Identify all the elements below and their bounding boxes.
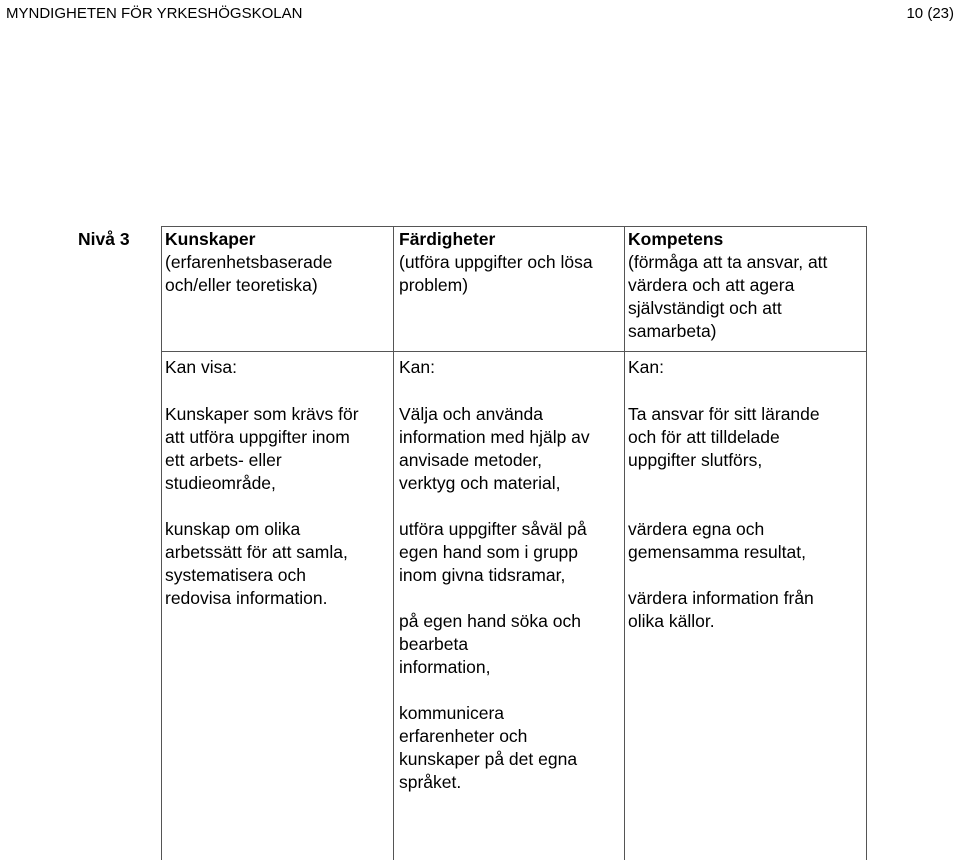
text-line: utföra uppgifter såväl på bbox=[399, 519, 587, 539]
column-subtitle-line: problem) bbox=[399, 275, 469, 295]
column-subtitle-line: (utföra uppgifter och lösa bbox=[399, 252, 593, 272]
text-line: information, bbox=[399, 657, 491, 677]
column-kunskaper-prefix: Kan visa: bbox=[165, 357, 237, 377]
text-line: språket. bbox=[399, 772, 462, 792]
text-line: Kunskaper som krävs för bbox=[165, 404, 359, 424]
text-line: och för att tilldelade bbox=[628, 427, 780, 447]
column-subtitle-line: värdera och att agera bbox=[628, 275, 795, 295]
column-kompetens-header bbox=[628, 228, 864, 343]
column-divider bbox=[393, 226, 394, 860]
column-fardigheter-paragraph bbox=[399, 610, 621, 679]
text-line: erfarenheter och bbox=[399, 726, 528, 746]
text-line: anvisade metoder, bbox=[399, 450, 543, 470]
page-header-left: MYNDIGHETEN FÖR YRKESHÖGSKOLAN bbox=[6, 5, 303, 22]
column-kompetens-paragraph bbox=[628, 587, 864, 633]
header-row-divider bbox=[161, 351, 867, 352]
column-kompetens-paragraph bbox=[628, 403, 864, 472]
column-kunskaper-paragraph bbox=[165, 518, 390, 610]
text-line: olika källor. bbox=[628, 611, 715, 631]
text-line: Välja och använda bbox=[399, 404, 543, 424]
column-divider bbox=[624, 226, 625, 860]
column-title: Kunskaper bbox=[165, 229, 256, 249]
text-line: att utföra uppgifter inom bbox=[165, 427, 350, 447]
text-line: uppgifter slutförs, bbox=[628, 450, 763, 470]
column-subtitle-line: självständigt och att bbox=[628, 298, 782, 318]
column-fardigheter-paragraph bbox=[399, 518, 621, 587]
text-line: inom givna tidsramar, bbox=[399, 565, 566, 585]
text-line: kunskap om olika bbox=[165, 519, 301, 539]
text-line: Ta ansvar för sitt lärande bbox=[628, 404, 820, 424]
text-line: ett arbets- eller bbox=[165, 450, 282, 470]
column-subtitle-line: (förmåga att ta ansvar, att bbox=[628, 252, 828, 272]
text-line: verktyg och material, bbox=[399, 473, 561, 493]
column-kompetens-paragraph bbox=[628, 518, 864, 564]
column-kompetens-prefix: Kan: bbox=[628, 357, 664, 377]
column-kunskaper-header bbox=[165, 228, 390, 297]
text-line: värdera information från bbox=[628, 588, 814, 608]
text-line: redovisa information. bbox=[165, 588, 328, 608]
text-line: egen hand som i grupp bbox=[399, 542, 579, 562]
text-line: systematisera och bbox=[165, 565, 307, 585]
text-line: kommunicera bbox=[399, 703, 505, 723]
column-fardigheter-prefix: Kan: bbox=[399, 357, 435, 377]
page-number: 10 (23) bbox=[906, 5, 954, 22]
column-title: Färdigheter bbox=[399, 229, 496, 249]
column-fardigheter-paragraph bbox=[399, 403, 621, 495]
text-line: värdera egna och bbox=[628, 519, 765, 539]
column-kunskaper-paragraph bbox=[165, 403, 390, 495]
text-line: kunskaper på det egna bbox=[399, 749, 578, 769]
level-label: Nivå 3 bbox=[78, 229, 130, 249]
text-line: studieområde, bbox=[165, 473, 276, 493]
text-line: gemensamma resultat, bbox=[628, 542, 806, 562]
column-subtitle-line: och/eller teoretiska) bbox=[165, 275, 318, 295]
column-subtitle-line: samarbeta) bbox=[628, 321, 717, 341]
column-fardigheter-header bbox=[399, 228, 621, 297]
column-subtitle-line: (erfarenhetsbaserade bbox=[165, 252, 333, 272]
text-line: arbetssätt för att samla, bbox=[165, 542, 348, 562]
text-line: bearbeta bbox=[399, 634, 469, 654]
text-line: på egen hand söka och bbox=[399, 611, 581, 631]
text-line: information med hjälp av bbox=[399, 427, 590, 447]
column-title: Kompetens bbox=[628, 229, 724, 249]
column-fardigheter-paragraph bbox=[399, 702, 621, 794]
